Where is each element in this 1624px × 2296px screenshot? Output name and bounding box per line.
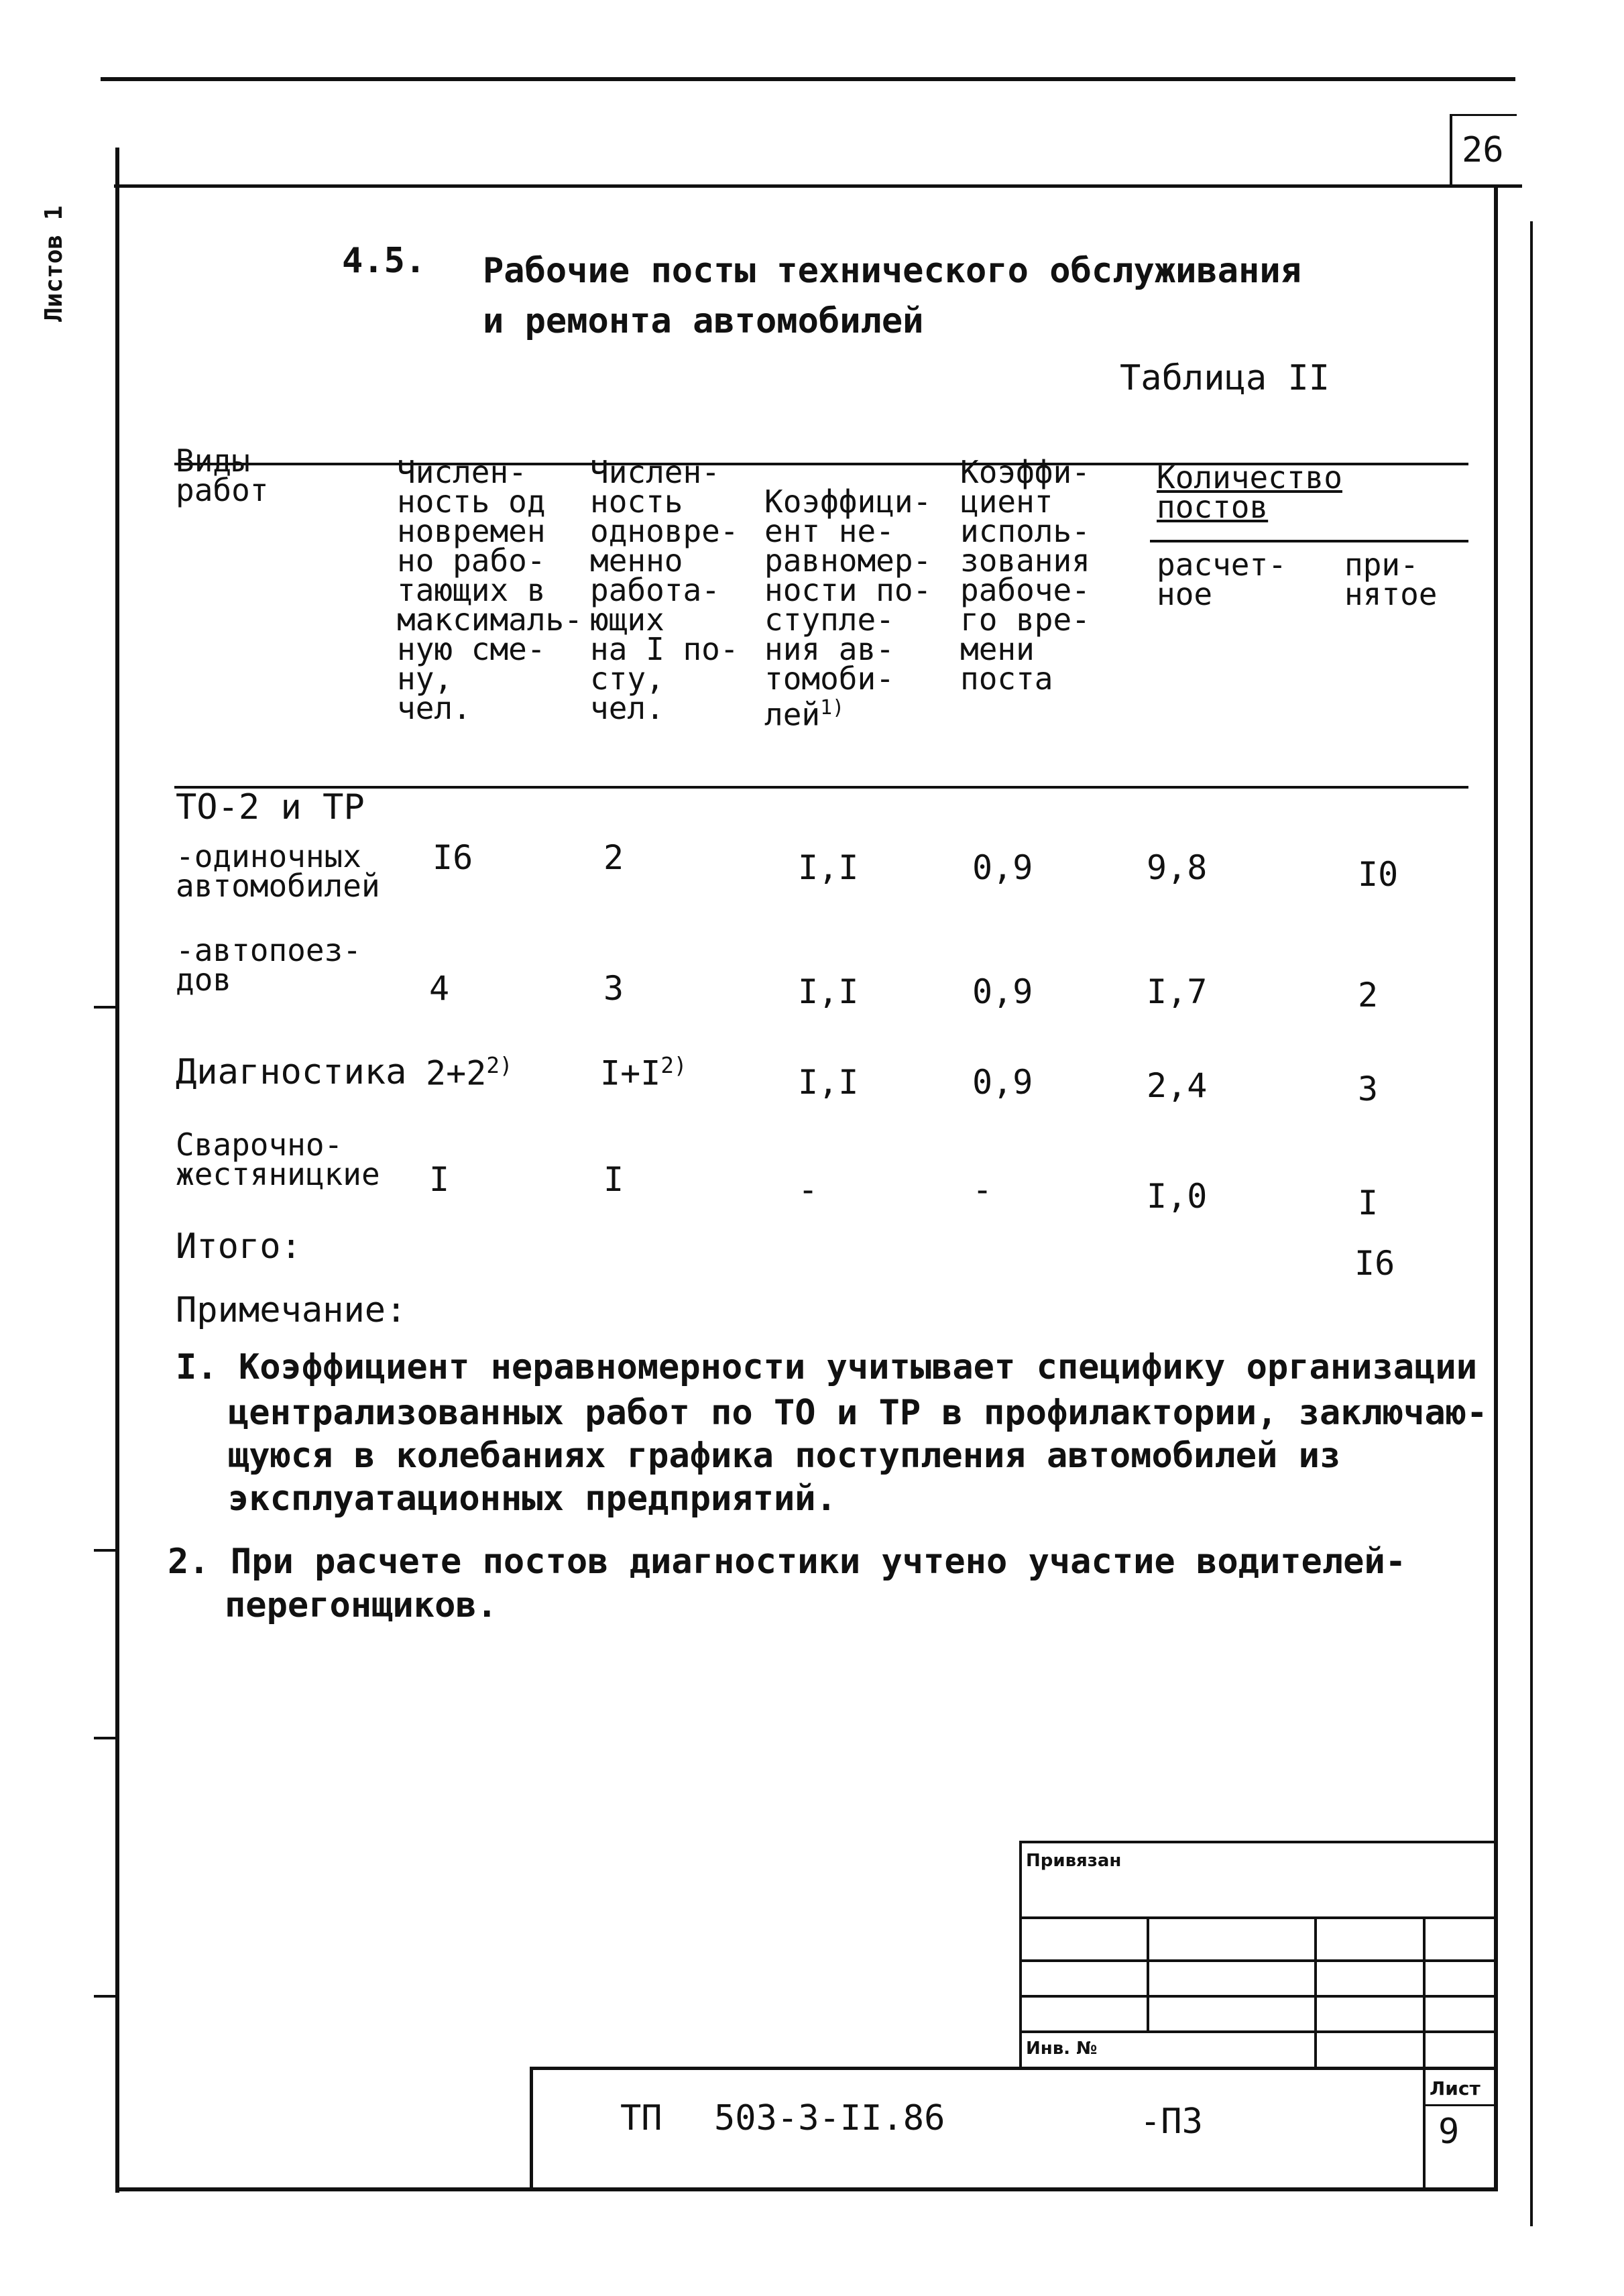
cell-utilization: 0,9	[972, 848, 1033, 887]
row-name: Диагностика	[176, 1052, 407, 1092]
cell-workers-shift: I6	[432, 838, 473, 877]
stamp-col-line	[1147, 1916, 1149, 2030]
frame-right	[1494, 184, 1498, 2189]
page-number: 26	[1462, 130, 1504, 170]
cell-posts-accepted: I0	[1358, 855, 1399, 894]
header-workers-per-shift: Числен- ность од новремен но рабо- тающих в максималь- ную сме- ну, чел.	[397, 454, 583, 726]
side-label: Листов 1	[40, 205, 68, 322]
cell-workers-post: 2	[603, 838, 624, 877]
footnote-ref: 2)	[660, 1053, 687, 1078]
sheet-label: Лист	[1430, 2077, 1481, 2100]
doc-code-suffix: -ПЗ	[1140, 2102, 1203, 2142]
cell-utilization: 0,9	[972, 972, 1033, 1011]
frame-top	[114, 184, 1522, 188]
note-1-rest: централизованных работ по ТО и ТР в профилактории, заключаю- щуюся в колебаниях графика поступления автомобилей из эксплуатационных предприятий.	[228, 1393, 1488, 1519]
page-number-box-top	[1450, 114, 1517, 116]
header-work-types: Виды работ	[176, 443, 269, 508]
titleblock-left	[530, 2067, 533, 2191]
cell-unevenness: I,I	[798, 1063, 859, 1102]
cell-posts-calculated: I,0	[1147, 1177, 1208, 1216]
doc-code-main: 503-3-II.86	[714, 2098, 945, 2138]
total-label: Итого:	[176, 1226, 302, 1267]
cell-posts-accepted: I	[1358, 1184, 1379, 1222]
stamp-box-top	[1019, 1841, 1497, 1843]
cell-workers-shift: I	[429, 1160, 450, 1199]
header-workers-per-post: Числен- ность одновре- менно работа- ющих на I по- сту, чел.	[590, 454, 739, 726]
top-rule	[101, 77, 1515, 81]
stamp-attached-label: Привязан	[1026, 1851, 1122, 1871]
table-label: Таблица II	[1120, 358, 1330, 398]
sheet-box-divider	[1423, 2104, 1497, 2106]
header-utilization-coefficient: Коэффи- циент исполь- зования рабоче- го вре- мени поста	[960, 454, 1090, 697]
margin-tick	[94, 1995, 117, 1998]
cell-value: 2+2	[426, 1053, 487, 1093]
note-2-first-line: 2. При расчете постов диагностики учтено участие водителей-	[168, 1542, 1407, 1582]
note-1-first-line: I. Коэффициент неравномерности учитывает специфику организации	[176, 1347, 1478, 1387]
cell-workers-shift: 4	[429, 969, 450, 1008]
header-unevenness-coefficient	[764, 457, 932, 733]
cell-posts-accepted: 3	[1358, 1070, 1379, 1108]
sheet-box-left	[1423, 2067, 1426, 2191]
notes-heading: Примечание:	[176, 1290, 407, 1330]
header-posts-accepted: при- нятое	[1344, 547, 1438, 612]
cell-workers-post: 3	[603, 969, 624, 1008]
frame-left	[115, 148, 119, 2193]
header-unevenness-text: Коэффици- ент не- равномер- ности по- ступле- ния ав- томоби- лей	[764, 483, 932, 733]
row-name: -автопоез- дов	[176, 932, 361, 998]
page-number-box-left	[1450, 114, 1452, 186]
section-title-line2: и ремонта автомобилей	[483, 301, 924, 341]
cell-workers-post	[600, 1053, 687, 1093]
cell-value: I+I	[600, 1053, 661, 1093]
cell-workers-post: I	[603, 1160, 624, 1199]
note-2-rest: перегонщиков.	[225, 1585, 498, 1625]
section-number: 4.5.	[342, 241, 426, 281]
cell-utilization: -	[972, 1170, 993, 1209]
margin-tick	[94, 1549, 117, 1552]
row-name: Сварочно- жестяницкие	[176, 1127, 380, 1192]
stamp-box-left	[1019, 1841, 1022, 2069]
cell-posts-calculated: I,7	[1147, 972, 1208, 1011]
cell-workers-shift	[426, 1053, 512, 1093]
footnote-ref: 2)	[486, 1053, 513, 1078]
frame-bottom	[115, 2187, 1498, 2191]
cell-unevenness: I,I	[798, 972, 859, 1011]
row-name: -одиночных автомобилей	[176, 838, 380, 904]
cell-posts-calculated: 2,4	[1147, 1066, 1208, 1105]
section-title-line1: Рабочие посты технического обслуживания	[483, 251, 1301, 291]
margin-tick	[94, 1006, 117, 1009]
footnote-ref: 1)	[820, 696, 845, 720]
table-subheader-rule	[1150, 540, 1468, 542]
cell-unevenness: -	[798, 1170, 819, 1209]
cell-posts-accepted: 2	[1358, 976, 1379, 1015]
header-posts-count: Количество постов	[1157, 459, 1342, 525]
total-value: I6	[1354, 1244, 1395, 1283]
doc-code-left: ТП	[620, 2098, 662, 2138]
table-header-bottom-rule	[174, 786, 1468, 789]
sheet-number: 9	[1438, 2112, 1460, 2152]
cell-utilization: 0,9	[972, 1063, 1033, 1102]
cell-posts-calculated: 9,8	[1147, 848, 1208, 887]
group-label: ТО-2 и ТР	[176, 787, 365, 827]
stamp-col-line	[1423, 1916, 1426, 2069]
outer-right-rule	[1530, 221, 1533, 2226]
header-posts-calculated: расчет- ное	[1157, 547, 1287, 612]
stamp-col-line	[1314, 1916, 1317, 2069]
stamp-inventory-label: Инв. №	[1026, 2039, 1098, 2059]
margin-tick	[94, 1737, 117, 1739]
cell-unevenness: I,I	[798, 848, 859, 887]
titleblock-top	[530, 2067, 1497, 2070]
